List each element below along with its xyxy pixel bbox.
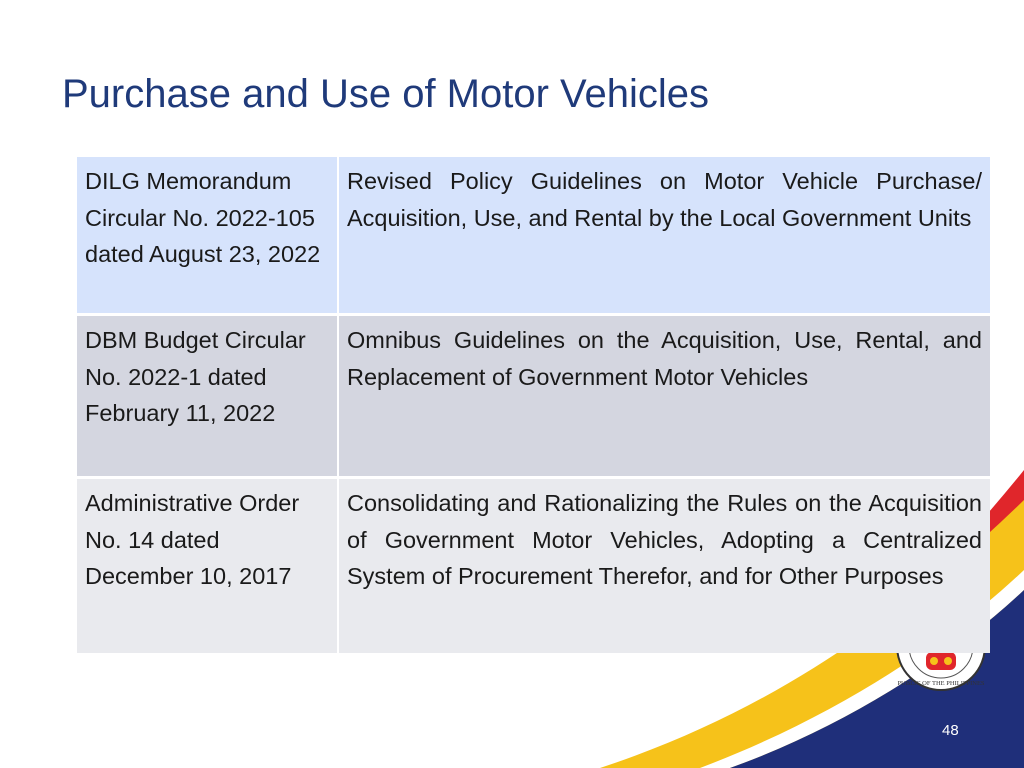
table-row (77, 479, 990, 653)
page-number: 48 (942, 722, 959, 739)
seal-text: PUBLIC OF THE PHILIPPINES (897, 680, 985, 687)
issuance-table (77, 157, 990, 653)
description-cell: Consolidating and Rationalizing the Rules on the Acquisition of Government Motor Vehicles, Adopting a Centralized System of Procurement Therefor, and for Other Purposes (339, 479, 990, 653)
description-cell: Revised Policy Guidelines on Motor Vehicle Purchase/ Acquisition, Use, and Rental by the Local Government Units (339, 157, 990, 316)
issuance-cell: DILG Memorandum Circular No. 2022-105 dated August 23, 2022 (77, 157, 339, 316)
table-row (77, 157, 990, 316)
slide-title: Purchase and Use of Motor Vehicles (62, 72, 710, 116)
seal-logo (893, 652, 989, 692)
description-cell: Omnibus Guidelines on the Acquisition, Use, Rental, and Replacement of Government Motor Vehicles (339, 316, 990, 479)
table-row (77, 316, 990, 479)
issuance-cell: Administrative Order No. 14 dated December 10, 2017 (77, 479, 339, 653)
issuance-cell: DBM Budget Circular No. 2022-1 dated February 11, 2022 (77, 316, 339, 479)
